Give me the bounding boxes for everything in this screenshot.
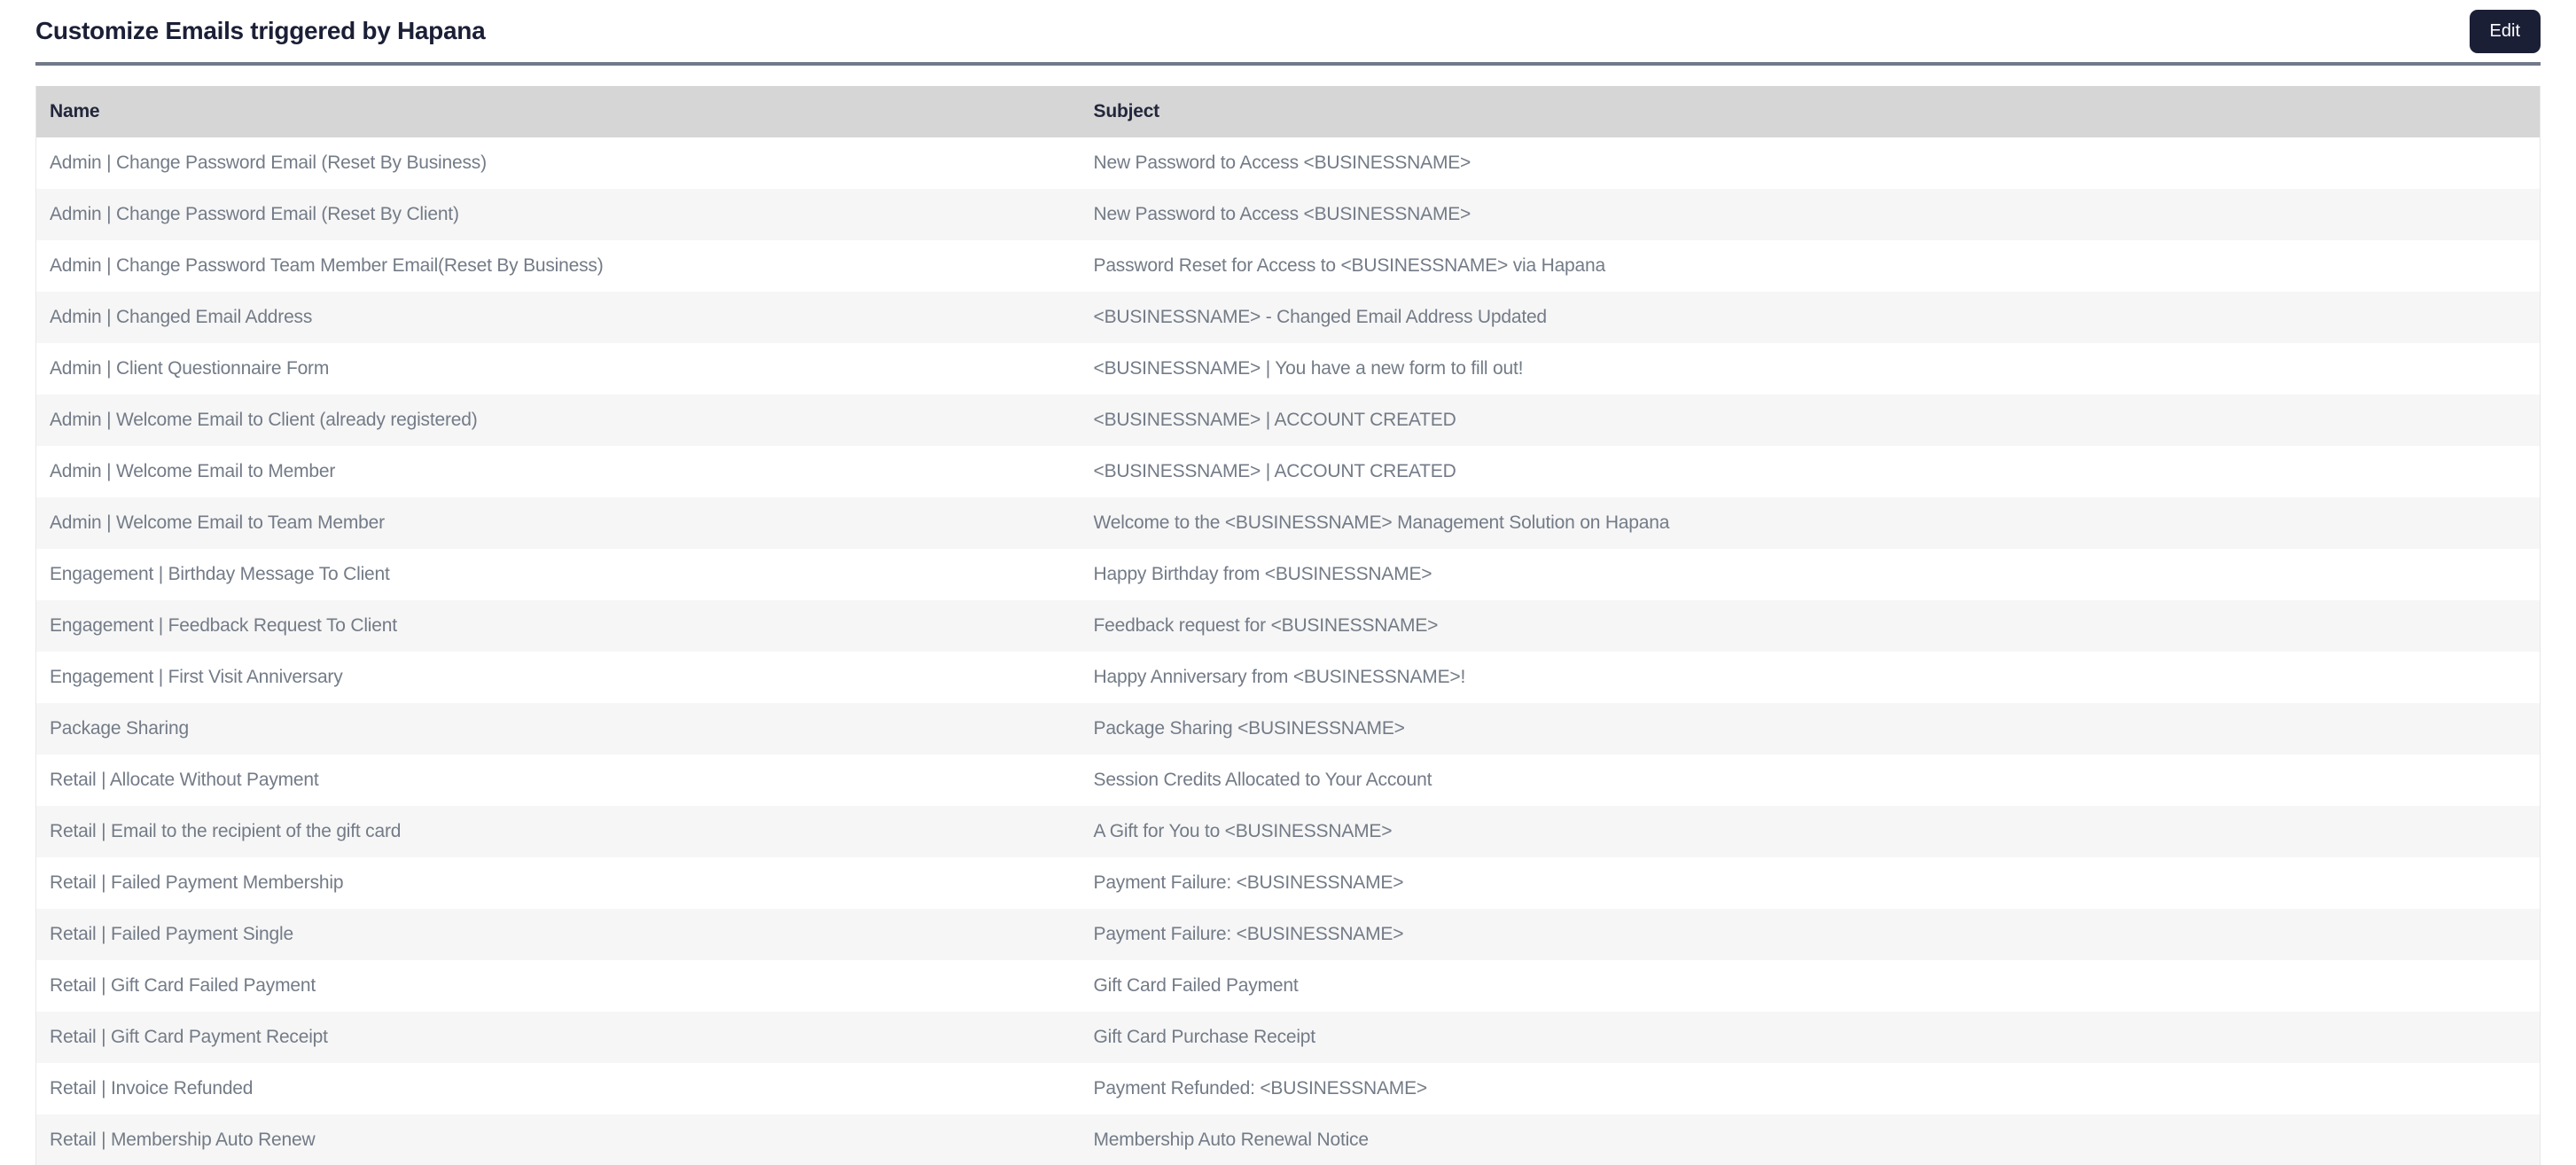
table-row[interactable] bbox=[36, 137, 2541, 189]
column-header-subject: Subject bbox=[1081, 86, 2541, 137]
table-row[interactable] bbox=[36, 1012, 2541, 1063]
email-subject-cell: <BUSINESSNAME> | You have a new form to fill out! bbox=[1093, 358, 1524, 379]
table-body bbox=[36, 137, 2541, 1165]
email-subject-cell: New Password to Access <BUSINESSNAME> bbox=[1093, 204, 1471, 224]
page-header bbox=[35, 0, 2541, 62]
table-row[interactable] bbox=[36, 857, 2541, 909]
table-row[interactable] bbox=[36, 755, 2541, 806]
email-subject-cell: <BUSINESSNAME> | ACCOUNT CREATED bbox=[1093, 461, 1456, 481]
table-head bbox=[36, 86, 2541, 137]
table-row[interactable] bbox=[36, 292, 2541, 343]
email-name-cell: Engagement | Birthday Message To Client bbox=[50, 564, 390, 584]
email-subject-cell: Welcome to the <BUSINESSNAME> Management Solution on Hapana bbox=[1093, 512, 1670, 533]
email-name-cell: Retail | Membership Auto Renew bbox=[50, 1130, 316, 1150]
table-header-row bbox=[36, 86, 2541, 137]
table-row[interactable] bbox=[36, 240, 2541, 292]
email-subject-cell: A Gift for You to <BUSINESSNAME> bbox=[1093, 821, 1393, 841]
table-row[interactable] bbox=[36, 343, 2541, 395]
table-row[interactable] bbox=[36, 960, 2541, 1012]
table-row[interactable] bbox=[36, 909, 2541, 960]
email-name-cell: Engagement | First Visit Anniversary bbox=[50, 667, 343, 687]
email-subject-cell: Feedback request for <BUSINESSNAME> bbox=[1093, 615, 1439, 636]
email-name-cell: Engagement | Feedback Request To Client bbox=[50, 615, 397, 636]
email-subject-cell: Gift Card Purchase Receipt bbox=[1093, 1027, 1315, 1047]
email-name-cell: Retail | Email to the recipient of the gift card bbox=[50, 821, 402, 841]
email-name-cell: Retail | Invoice Refunded bbox=[50, 1078, 254, 1099]
email-subject-cell: Happy Birthday from <BUSINESSNAME> bbox=[1093, 564, 1432, 584]
email-subject-cell: Payment Failure: <BUSINESSNAME> bbox=[1093, 924, 1404, 944]
email-name-cell: Admin | Changed Email Address bbox=[50, 307, 313, 327]
table-row[interactable] bbox=[36, 189, 2541, 240]
email-name-cell: Admin | Welcome Email to Client (already registered) bbox=[50, 410, 478, 430]
email-name-cell: Package Sharing bbox=[50, 718, 189, 739]
email-subject-cell: Password Reset for Access to <BUSINESSNAME> via Hapana bbox=[1093, 255, 1605, 276]
edit-button[interactable]: Edit bbox=[2470, 10, 2541, 53]
email-name-cell: Admin | Welcome Email to Member bbox=[50, 461, 336, 481]
email-subject-cell: Payment Refunded: <BUSINESSNAME> bbox=[1093, 1078, 1427, 1099]
email-subject-cell: <BUSINESSNAME> | ACCOUNT CREATED bbox=[1093, 410, 1456, 430]
table-row[interactable] bbox=[36, 446, 2541, 497]
page-title: Customize Emails triggered by Hapana bbox=[35, 17, 486, 44]
table-row[interactable] bbox=[36, 600, 2541, 652]
email-subject-cell: Gift Card Failed Payment bbox=[1093, 975, 1299, 996]
email-subject-cell: Session Credits Allocated to Your Account bbox=[1093, 770, 1432, 790]
table-row[interactable] bbox=[36, 703, 2541, 755]
email-name-cell: Retail | Gift Card Payment Receipt bbox=[50, 1027, 328, 1047]
email-name-cell: Admin | Change Password Team Member Email(Reset By Business) bbox=[50, 255, 604, 276]
table-row[interactable] bbox=[36, 497, 2541, 549]
email-subject-cell: Payment Failure: <BUSINESSNAME> bbox=[1093, 872, 1404, 893]
table-row[interactable] bbox=[36, 1063, 2541, 1114]
title-divider bbox=[35, 62, 2541, 66]
email-subject-cell: Package Sharing <BUSINESSNAME> bbox=[1093, 718, 1405, 739]
email-name-cell: Admin | Client Questionnaire Form bbox=[50, 358, 330, 379]
table-row[interactable] bbox=[36, 395, 2541, 446]
email-name-cell: Retail | Failed Payment Single bbox=[50, 924, 293, 944]
table-row[interactable] bbox=[36, 1114, 2541, 1165]
email-name-cell: Admin | Change Password Email (Reset By Client) bbox=[50, 204, 459, 224]
table-row[interactable] bbox=[36, 652, 2541, 703]
email-name-cell: Retail | Gift Card Failed Payment bbox=[50, 975, 316, 996]
email-subject-cell: Membership Auto Renewal Notice bbox=[1093, 1130, 1369, 1150]
emails-table bbox=[35, 86, 2541, 1165]
email-name-cell: Retail | Allocate Without Payment bbox=[50, 770, 319, 790]
email-subject-cell: New Password to Access <BUSINESSNAME> bbox=[1093, 152, 1471, 173]
email-name-cell: Admin | Welcome Email to Team Member bbox=[50, 512, 385, 533]
table-row[interactable] bbox=[36, 806, 2541, 857]
email-subject-cell: <BUSINESSNAME> - Changed Email Address Updated bbox=[1093, 307, 1547, 327]
email-subject-cell: Happy Anniversary from <BUSINESSNAME>! bbox=[1093, 667, 1466, 687]
email-name-cell: Admin | Change Password Email (Reset By Business) bbox=[50, 152, 487, 173]
column-header-name: Name bbox=[36, 86, 1081, 137]
table-row[interactable] bbox=[36, 549, 2541, 600]
email-name-cell: Retail | Failed Payment Membership bbox=[50, 872, 344, 893]
